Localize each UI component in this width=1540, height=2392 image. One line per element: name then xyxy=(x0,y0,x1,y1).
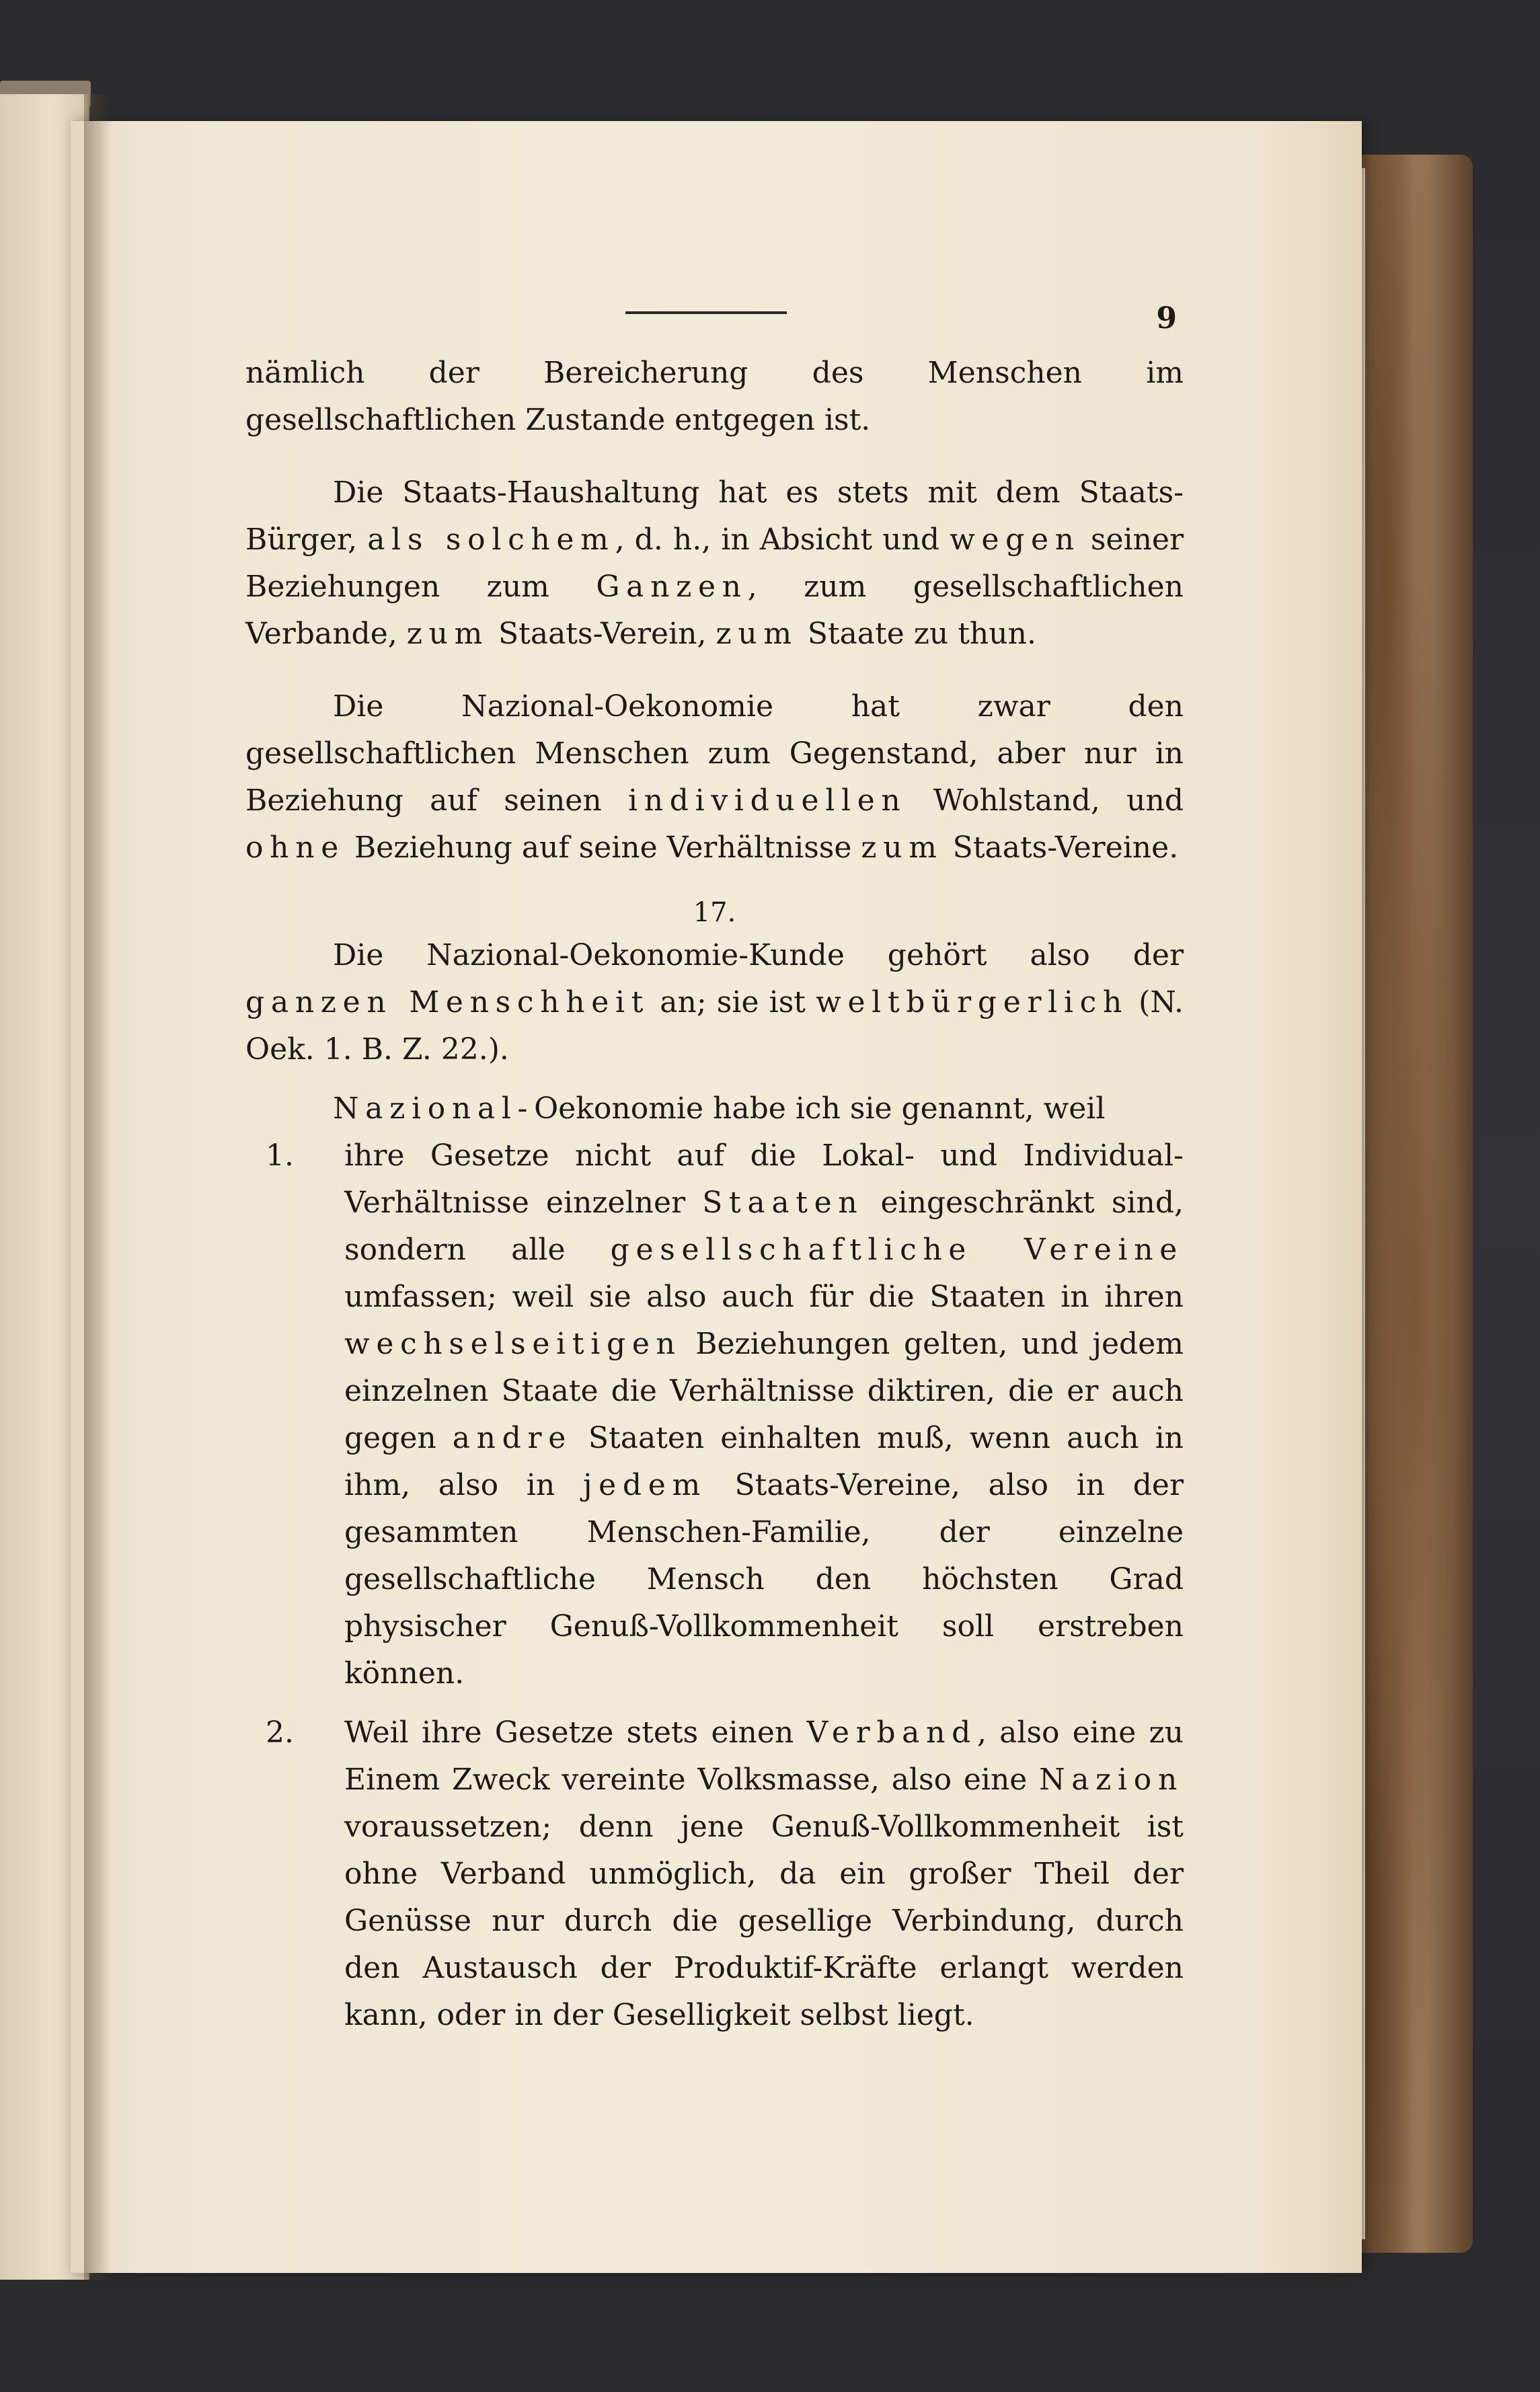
list-number-2: 2. xyxy=(266,1715,294,1750)
gutter-shadow xyxy=(84,94,111,2280)
paragraph-4: Die Nazional-Oekonomie-Kunde gehört also der ganzen Menschheit an; sie ist weltbürgerlich (N. Oek. 1. B. Z. 22.). xyxy=(245,938,1184,1067)
section-number: 17. xyxy=(693,897,736,928)
list-number-1: 1. xyxy=(266,1139,294,1173)
paragraph-5: Nazional-Oekonomie habe ich sie genannt, weil xyxy=(333,1091,1106,1126)
paragraph-1: nämlich der Bereicherung des Menschen im gesellschaftlichen Zustande entgegen ist. xyxy=(245,356,1184,437)
list-item-1: 1. ihre Gesetze nicht auf die Lokal- und Individual-Verhältnisse einzelner Staaten eingeschränkt sind, sondern alle gesellschaftliche Vereine umfassen; weil sie also auch für die Staaten in ihren wechselseitigen Beziehungen gelten, und jedem einzelnen Staate die Verhältnisse diktiren, die er auch gegen andre Staaten einhalten muß, wenn auch in ihm, also in jedem Staats-Vereine, also in der gesammten Menschen-Familie, der einzelne gesellschaftliche Mensch den höchsten Grad physischer Genuß-Vollkommenheit soll erstreben können. xyxy=(245,1132,1184,1697)
page-text xyxy=(245,350,1184,2039)
paragraph-2: Die Staats-Haushaltung hat es stets mit dem Staats-Bürger, als solchem, d. h., in Absicht und wegen seiner Beziehungen zum Ganzen, zum gesellschaftlichen Verbande, zum Staats-Verein, zum Staate zu thun. xyxy=(245,475,1184,651)
list-item-2: 2. Weil ihre Gesetze stets einen Verband, also eine zu Einem Zweck vereinte Volksmasse, also eine Nazion voraussetzen; denn jene Genuß-Vollkommenheit ist ohne Verband unmöglich, da ein großer Theil der Genüsse nur durch die gesellige Verbindung, durch den Austausch der Produktif-Kräfte erlangt werden kann, oder in der Geselligkeit selbst liegt. xyxy=(245,1709,1184,2039)
paragraph-3: Die Nazional-Oekonomie hat zwar den gesellschaftlichen Menschen zum Gegenstand, aber nur in Beziehung auf seinen individuellen Wohlstand, und ohne Beziehung auf seine Verhältnisse zum Staats-Vereine. xyxy=(245,689,1184,865)
page-number: 9 xyxy=(1156,301,1177,336)
header-rule xyxy=(625,311,787,314)
